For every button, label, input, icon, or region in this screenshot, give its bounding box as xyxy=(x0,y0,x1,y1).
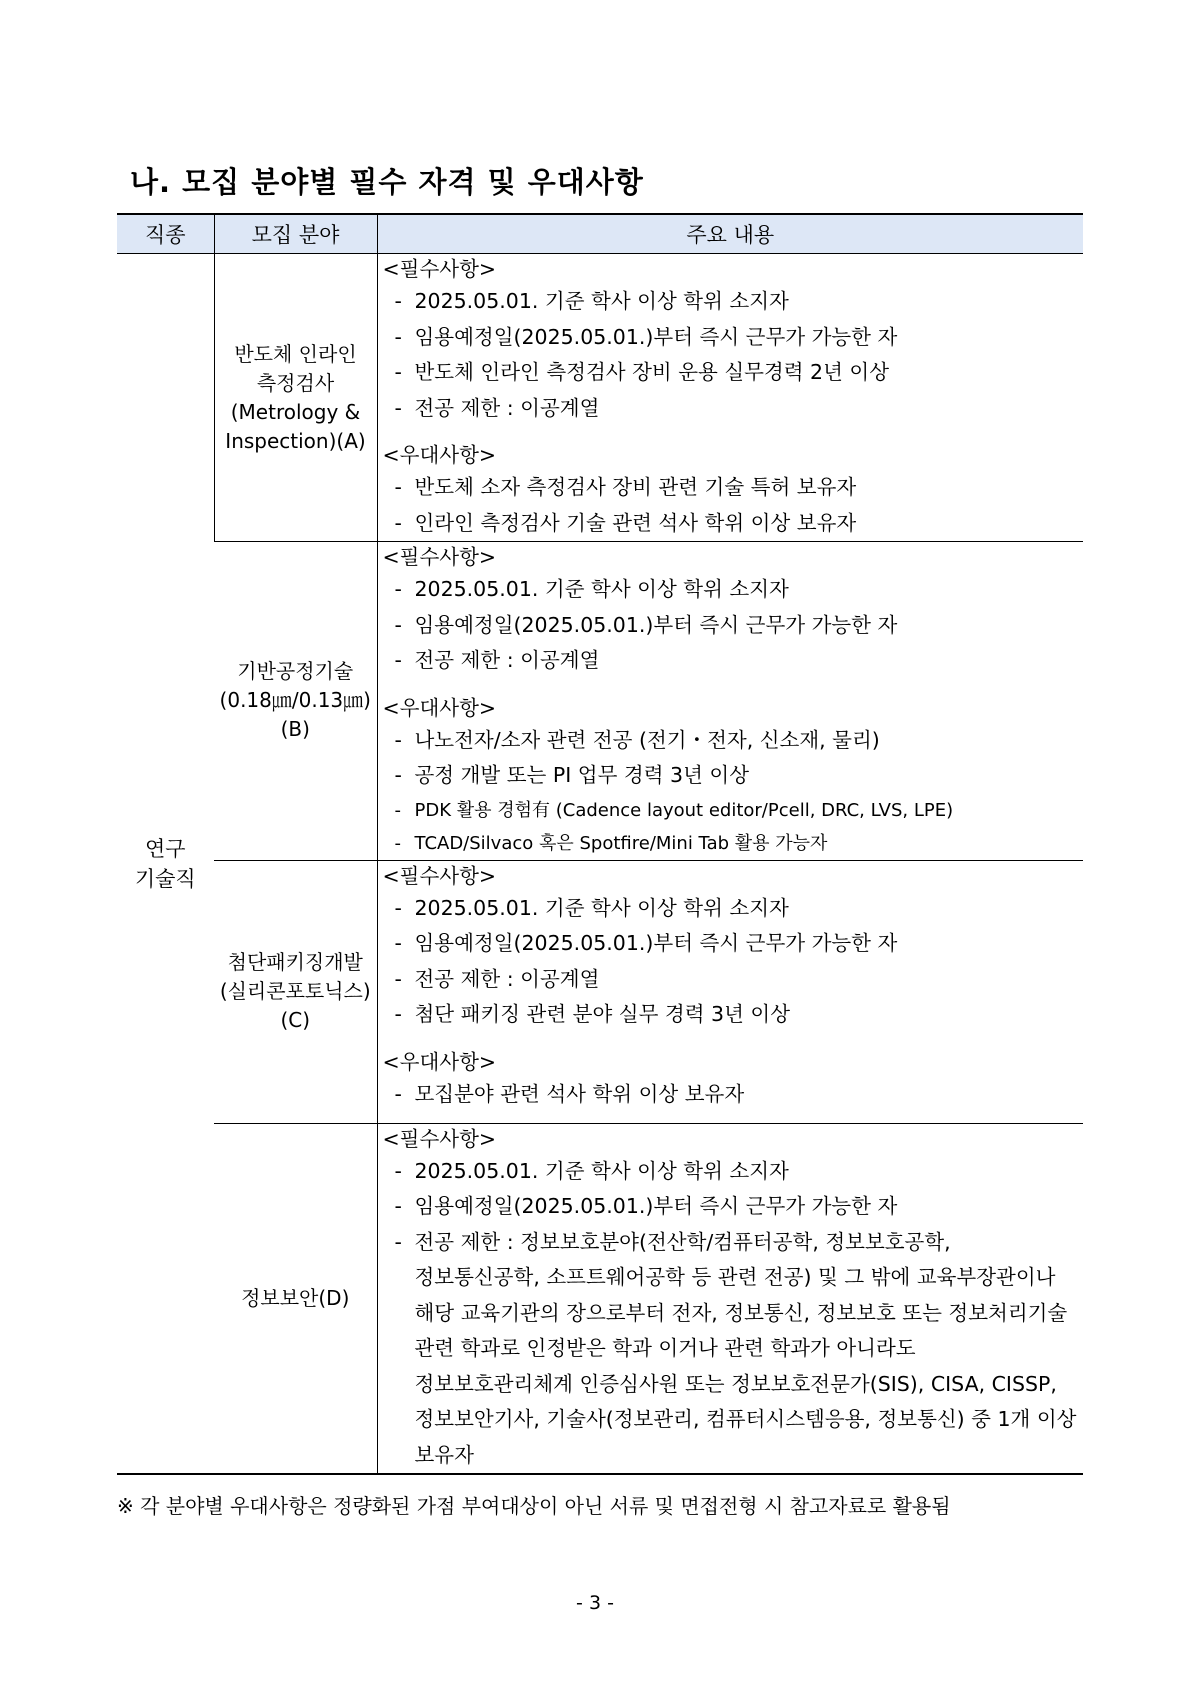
footnote: ※ 각 분야별 우대사항은 정량화된 가점 부여대상이 아닌 서류 및 면접전형 시 참고자료로 활용됨 xyxy=(117,1494,951,1518)
list-item: - 임용예정일(2025.05.01.)부터 즉시 근무가 가능한 자 xyxy=(383,608,1080,644)
list-item: - 모집분야 관련 석사 학위 이상 보유자 xyxy=(383,1077,1080,1113)
list-item: - PDK 활용 경험有 (Cadence layout editor/Pcell, DRC, LVS, LPE) xyxy=(383,794,1080,827)
list-item: - 첨단 패키징 관련 분야 실무 경력 3년 이상 xyxy=(383,997,1080,1033)
required-list-a xyxy=(383,284,1080,426)
header-job-type: 직종 xyxy=(117,214,214,254)
list-item: - 임용예정일(2025.05.01.)부터 즉시 근무가 가능한 자 xyxy=(383,1189,1080,1225)
list-item: - TCAD/Silvaco 혹은 Spotfire/Mini Tab 활용 가능자 xyxy=(383,827,1080,860)
required-list-b xyxy=(383,572,1080,679)
required-label-d: <필수사항> xyxy=(382,1126,497,1151)
list-item: - 2025.05.01. 기준 학사 이상 학위 소지자 xyxy=(383,284,1080,320)
list-item: - 인라인 측정검사 기술 관련 석사 학위 이상 보유자 xyxy=(383,506,1080,542)
preferred-list-b-small xyxy=(383,794,1080,860)
field-name-d: 정보보안(D) xyxy=(241,1285,350,1310)
content-cell-b xyxy=(377,542,1083,861)
field-name-b: 기반공정기술 (0.18㎛/0.13㎛) (B) xyxy=(219,659,371,742)
requirements-table xyxy=(117,213,1083,1475)
preferred-label-a: <우대사항> xyxy=(382,443,497,467)
list-item: - 나노전자/소자 관련 전공 (전기・전자, 신소재, 물리) xyxy=(383,723,1080,759)
field-cell-b xyxy=(214,542,377,861)
list-item: - 전공 제한 : 이공계열 xyxy=(383,391,1080,427)
job-type-label: 연구 기술직 xyxy=(134,836,196,891)
list-item: - 2025.05.01. 기준 학사 이상 학위 소지자 xyxy=(383,1154,1080,1190)
field-cell-d xyxy=(214,1123,377,1474)
list-item: - 공정 개발 또는 PI 업무 경력 3년 이상 xyxy=(383,758,1080,794)
job-type-cell xyxy=(117,254,214,1475)
preferred-list-a xyxy=(383,470,1080,541)
table-row-c xyxy=(117,860,1083,1123)
list-item: - 반도체 인라인 측정검사 장비 운용 실무경력 2년 이상 xyxy=(383,355,1080,391)
content-cell-d xyxy=(377,1123,1083,1474)
field-name-c: 첨단패키징개발 (실리콘포토닉스) (C) xyxy=(219,950,371,1032)
list-item: - 임용예정일(2025.05.01.)부터 즉시 근무가 가능한 자 xyxy=(383,320,1080,356)
field-name-a: 반도체 인라인 측정검사 (Metrology & Inspection)(A) xyxy=(225,341,366,453)
preferred-label-b: <우대사항> xyxy=(382,695,497,720)
list-item: - 임용예정일(2025.05.01.)부터 즉시 근무가 가능한 자 xyxy=(383,926,1080,962)
table-header-row xyxy=(117,214,1083,254)
header-content: 주요 내용 xyxy=(377,214,1083,254)
table-row-a xyxy=(117,254,1083,542)
required-list-c xyxy=(383,891,1080,1033)
list-item: - 반도체 소자 측정검사 장비 관련 기술 특허 보유자 xyxy=(383,470,1080,506)
list-item: - 2025.05.01. 기준 학사 이상 학위 소지자 xyxy=(383,891,1080,927)
list-item: - 2025.05.01. 기준 학사 이상 학위 소지자 xyxy=(383,572,1080,608)
content-cell-c xyxy=(377,860,1083,1123)
required-list-d xyxy=(383,1154,1080,1474)
content-cell-a xyxy=(377,254,1083,542)
page-title: 나. 모집 분야별 필수 자격 및 우대사항 xyxy=(130,165,644,199)
required-label-c: <필수사항> xyxy=(382,863,497,888)
preferred-list-b xyxy=(383,723,1080,794)
list-item: - 전공 제한 : 이공계열 xyxy=(383,962,1080,998)
table-row-b xyxy=(117,542,1083,861)
required-label-b: <필수사항> xyxy=(382,545,497,569)
field-cell-a xyxy=(214,254,377,542)
required-label-a: <필수사항> xyxy=(382,257,497,281)
list-item: - 전공 제한 : 이공계열 xyxy=(383,643,1080,679)
list-item-major-restriction: - 전공 제한 : 정보보호분야(전산학/컴퓨터공학, 정보보호공학, 정보통신공학, 소프트웨어공학 등 관련 전공) 및 그 밖에 교육부장관이나 해당 교육기관의 장으로부터 전자, 정보통신, 정보보호 또는 정보처리기술 관련 학과로 인정받은 학과 이거나 관련 학과가 아니라도 정보보호관리체계 인증심사원 또는 정보보호전문가(SIS), CISA, CISSP, 정보보안기사, 기술사(정보관리, 컴퓨터시스템응용, 정보통신) 중 1개 이상 보유자 xyxy=(383,1225,1080,1474)
table-row-d xyxy=(117,1123,1083,1474)
preferred-label-c: <우대사항> xyxy=(382,1049,497,1074)
preferred-list-c xyxy=(383,1077,1080,1113)
field-cell-c xyxy=(214,860,377,1123)
header-field: 모집 분야 xyxy=(214,214,377,254)
page-number: - 3 - xyxy=(576,1592,614,1614)
